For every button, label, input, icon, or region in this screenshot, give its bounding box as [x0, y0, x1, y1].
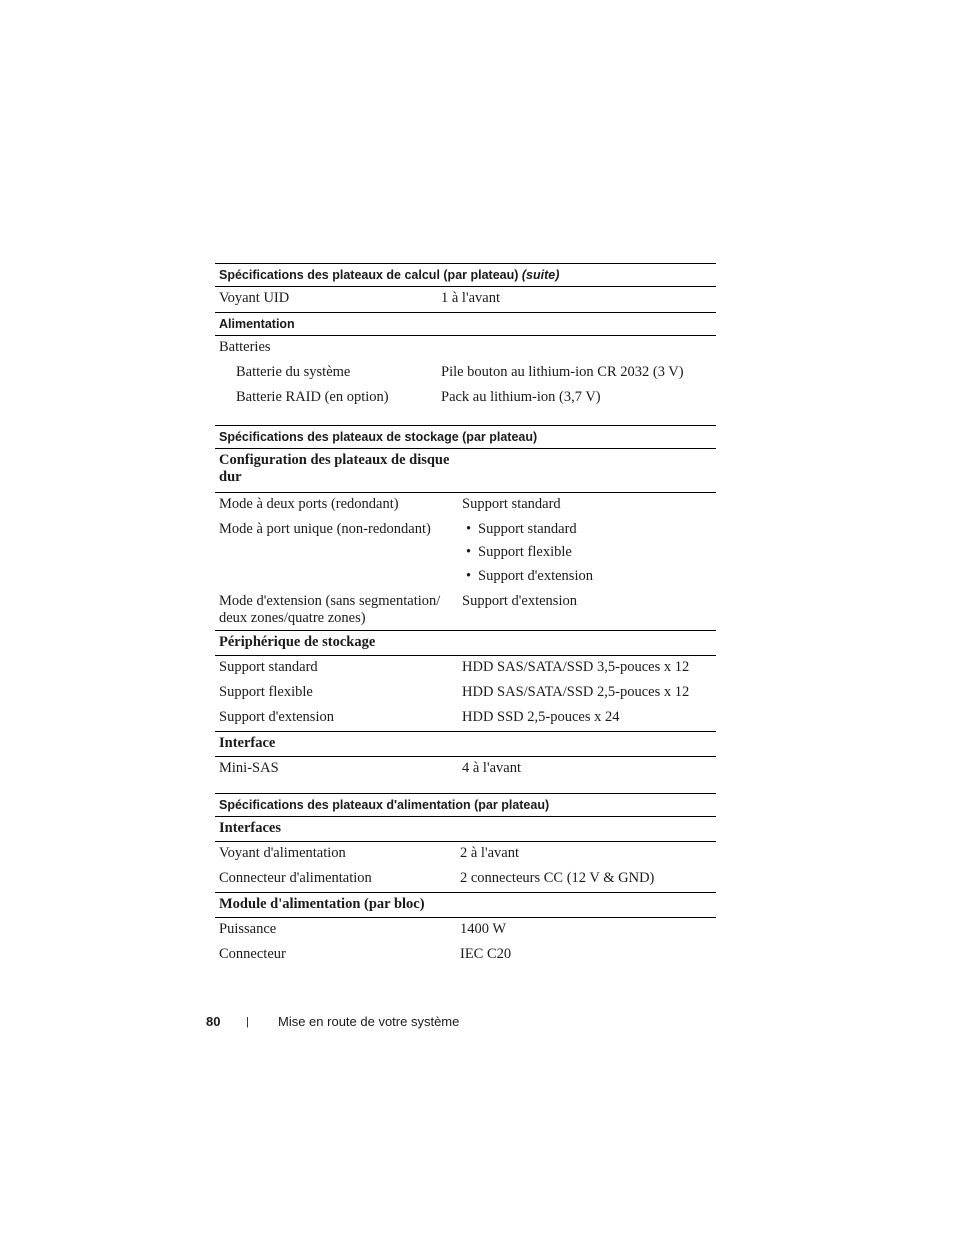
- table-row: [215, 918, 716, 943]
- compute-tray-spec-table: [215, 263, 716, 411]
- row-value: HDD SAS/SATA/SSD 2,5-pouces x 12: [462, 684, 690, 700]
- list-item-text: Support d'extension: [478, 568, 593, 584]
- table-row: [215, 336, 716, 361]
- table-row: [215, 518, 716, 590]
- row-label: Voyant d'alimentation: [219, 845, 346, 861]
- table-row: [215, 361, 716, 386]
- row-value: 4 à l'avant: [462, 760, 521, 776]
- table-title-text: Spécifications des plateaux d'alimentation (par plateau): [219, 798, 550, 812]
- row-label-line: deux zones/quatre zones): [219, 610, 366, 626]
- list-item: • Support standard: [466, 521, 577, 537]
- section-heading-line: dur: [219, 469, 242, 485]
- section-heading: [215, 631, 716, 656]
- list-item-text: Support standard: [478, 521, 577, 537]
- table-row: [215, 757, 716, 782]
- row-value: HDD SSD 2,5-pouces x 24: [462, 709, 620, 725]
- chapter-title: Mise en route de votre système: [278, 1014, 460, 1029]
- table-row: [215, 590, 716, 631]
- row-label: Batterie du système: [236, 364, 351, 380]
- row-value: 2 connecteurs CC (12 V & GND): [460, 870, 655, 886]
- row-label: Puissance: [219, 921, 277, 937]
- row-label: Voyant UID: [219, 290, 290, 306]
- row-label: Batterie RAID (en option): [236, 389, 389, 405]
- row-label: Support flexible: [219, 684, 313, 700]
- row-label: Mode à port unique (non-redondant): [219, 521, 431, 537]
- group-label: Batteries: [219, 339, 271, 355]
- section-heading: [215, 732, 716, 757]
- row-label: Support d'extension: [219, 709, 334, 725]
- row-label: Mini-SAS: [219, 760, 279, 776]
- row-value: HDD SAS/SATA/SSD 3,5-pouces x 12: [462, 659, 690, 675]
- table-title-text: Spécifications des plateaux de calcul (par plateau): [219, 268, 519, 282]
- list-item: • Support flexible: [466, 544, 572, 560]
- row-label: Mode à deux ports (redondant): [219, 496, 399, 512]
- table-title: [215, 425, 716, 449]
- row-value: Support d'extension: [462, 593, 577, 609]
- table-title-suffix: (suite): [521, 268, 560, 282]
- section-heading-text: Module d'alimentation (par bloc): [219, 896, 425, 912]
- row-label: Connecteur d'alimentation: [219, 870, 372, 886]
- section-heading: [215, 312, 716, 336]
- table-row: [215, 842, 716, 867]
- storage-tray-spec-table: [215, 425, 716, 782]
- table-row: [215, 287, 716, 312]
- row-value: Pile bouton au lithium-ion CR 2032 (3 V): [441, 364, 684, 380]
- table-row: [215, 493, 716, 518]
- section-heading-text: Interface: [219, 735, 276, 751]
- section-heading-text: Alimentation: [219, 317, 295, 331]
- row-value: Support standard: [462, 496, 561, 512]
- table-row: [215, 867, 716, 893]
- row-label: [219, 593, 440, 627]
- row-label-line: Mode d'extension (sans segmentation/: [219, 593, 441, 609]
- row-value: 1 à l'avant: [441, 290, 500, 306]
- row-value: 2 à l'avant: [460, 845, 519, 861]
- section-heading: [215, 817, 716, 842]
- section-heading-text: Périphérique de stockage: [219, 634, 376, 650]
- power-tray-spec-table: [215, 793, 716, 968]
- row-label: Connecteur: [219, 946, 286, 962]
- section-heading-line: Configuration des plateaux de disque: [219, 452, 450, 468]
- section-heading: [215, 893, 716, 918]
- table-title-text: Spécifications des plateaux de stockage (par plateau): [219, 430, 538, 444]
- table-row: [215, 656, 716, 681]
- list-item-text: Support flexible: [478, 544, 572, 560]
- row-value: 1400 W: [460, 921, 507, 937]
- row-value: Pack au lithium-ion (3,7 V): [441, 389, 601, 405]
- row-value: IEC C20: [460, 946, 512, 962]
- section-heading-text: Interfaces: [219, 820, 282, 836]
- table-row: [215, 386, 716, 411]
- row-label: Support standard: [219, 659, 318, 675]
- table-title: [215, 263, 716, 287]
- table-row: [215, 943, 716, 968]
- footer-separator: |: [246, 1016, 249, 1028]
- table-title: [215, 793, 716, 817]
- table-row: [215, 706, 716, 732]
- table-row: [215, 681, 716, 706]
- page-number: 80: [206, 1014, 221, 1029]
- list-item: • Support d'extension: [466, 568, 593, 584]
- section-heading: [215, 449, 716, 493]
